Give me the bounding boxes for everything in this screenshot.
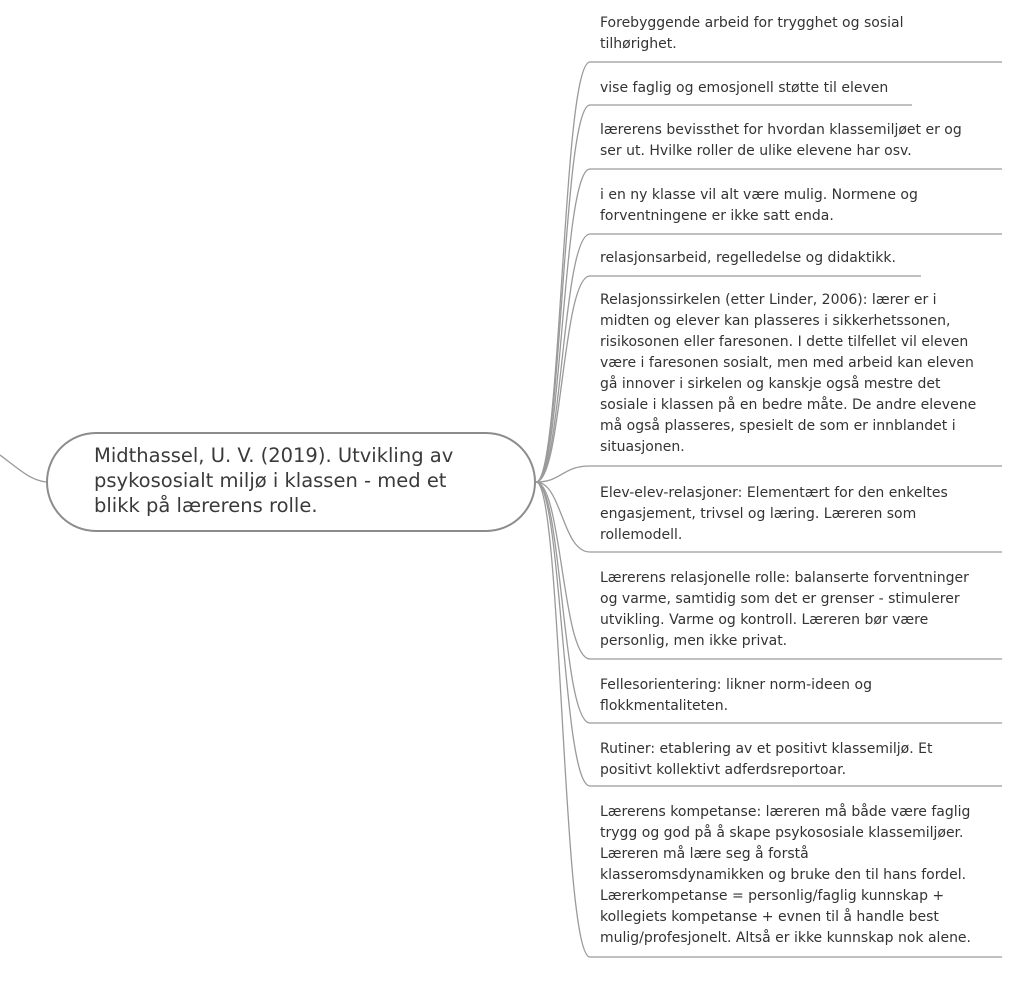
branch-connector-3 (536, 169, 590, 482)
branch-connector-11 (536, 482, 590, 957)
branch-connector-5 (536, 276, 590, 482)
branch-topic-11[interactable]: Lærerens kompetanse: læreren må både være faglig trygg og god på å skape psykososiale klassemiljøer. Læreren må lære seg å forstå klasseromsdynamikken og bruke den til hans fordel. Lærerkompetanse = personlig/faglig kunnskap + kollegiets kompetanse + evnen til å handle best mulig/profesjonelt. Altså er ikke kunnskap nok alene. (600, 804, 971, 946)
branch-topic-4[interactable]: i en ny klasse vil alt være mulig. Normene og forventningene er ikke satt enda. (600, 187, 918, 224)
branch-topic-1[interactable]: Forebyggende arbeid for trygghet og sosial tilhørighet. (600, 15, 904, 52)
branch-topic-2[interactable]: vise faglig og emosjonell støtte til eleven (600, 80, 889, 96)
branch-connector-4 (536, 234, 590, 482)
branch-topic-8[interactable]: Lærerens relasjonelle rolle: balanserte forventninger og varme, samtidig som det er grenser - stimulerer utvikling. Varme og kontroll. Læreren bør være personlig, men ikke privat. (600, 570, 969, 649)
branch-topic-7[interactable]: Elev-elev-relasjoner: Elementært for den enkeltes engasjement, trivsel og læring. Læreren som rollemodell. (600, 485, 948, 543)
branch-topic-10[interactable]: Rutiner: etablering av et positivt klassemiljø. Et positivt kollektivt adferdsreportoar. (600, 741, 933, 778)
branch-topic-3[interactable]: lærerens bevissthet for hvordan klassemiljøet er og ser ut. Hvilke roller de ulike elevene har osv. (600, 122, 962, 159)
branch-connector-8 (536, 482, 590, 659)
branch-topic-6[interactable]: Relasjonssirkelen (etter Linder, 2006): lærer er i midten og elever kan plasseres i sikkerhetssonen, risikosonen eller faresonen. I dette tilfellet vil eleven være i faresonen sosialt, men med arbeid kan eleven gå innover i sirkelen og kanskje også mestre det sosiale i klassen på en bedre måte. De andre elevene må også plasseres, spesielt de som er innblandet i situasjonen. (600, 292, 977, 455)
central-topic[interactable] (46, 432, 536, 532)
branch-connector-2 (536, 105, 590, 482)
central-topic-text: Midthassel, U. V. (2019). Utvikling av psykososialt miljø i klassen - med et blikk på lærerens rolle. (94, 444, 454, 517)
branch-topic-9[interactable]: Fellesorientering: likner norm-ideen og flokkmentaliteten. (600, 677, 872, 714)
branch-connector-1 (536, 62, 590, 482)
branch-topic-5[interactable]: relasjonsarbeid, regelledelse og didaktikk. (600, 250, 896, 266)
parent-connector (0, 455, 46, 482)
